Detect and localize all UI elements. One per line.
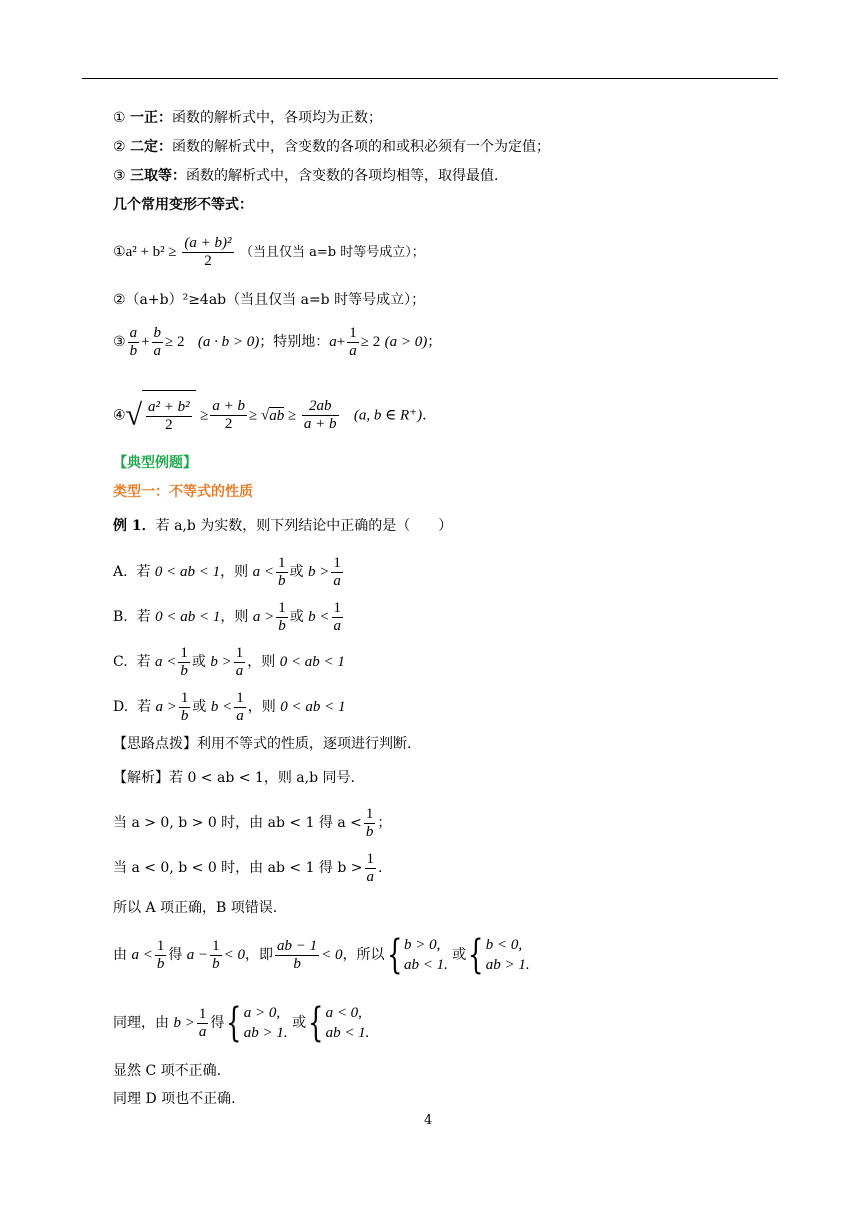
solution-case-1: 当 a > 0, b > 0 时，由 ab < 1 得 a < $\frac{1}{b}$ ；: [113, 805, 392, 840]
typical-examples-heading: 【典型例题】: [113, 455, 197, 471]
inequality-1: ①a² + b² ≥ $\frac{\text{(a + b)²}}{2}$ （当且仅当 a=b 时等号成立）；: [113, 234, 425, 269]
solution-derivation-1: 由 a < $\frac{1}{b}$ 得 a − $\frac{1}{b}$ < 0，即 $\frac{ab - 1}{b}$ < 0，所以{ b > 0, ab < 1. 或{ b < 0, ab > 1.: [113, 932, 530, 978]
hint: 【思路点拨】利用不等式的性质，逐项进行判断.: [113, 736, 412, 752]
solution-d-wrong: 同理 D 项也不正确.: [113, 1091, 236, 1107]
header-rule: [82, 78, 778, 79]
solution-c-wrong: 显然 C 项不正确.: [113, 1063, 222, 1079]
page-number: 4: [424, 1113, 433, 1128]
condition-3: ③ 三取等：函数的解析式中，含变数的各项均相等，取得最值.: [113, 168, 499, 184]
solution-line-1: 【解析】若 0 < ab < 1，则 a,b 同号.: [113, 770, 355, 786]
condition-2: ② 二定：函数的解析式中，含变数的各项的和或积必须有一个为定值；: [113, 139, 551, 155]
inequality-4: ④√ $\frac{\text{a² + b²}}{2}$ ≥ $\frac{a + b}{2}$ ≥ √ab ≥ $\frac{2ab}{a + b}$ (a, b ∈ R⁺).: [113, 390, 427, 441]
example-1: 例 1．若 a,b 为实数，则下列结论中正确的是（ ）: [113, 518, 453, 534]
option-a: A. 若 0 < ab < 1，则 a < $\frac{1}{b}$ 或 b > $\frac{1}{a}$: [113, 554, 341, 589]
solution-conclusion-1: 所以 A 项正确，B 项错误.: [113, 900, 278, 916]
option-c: C. 若 a < $\frac{1}{b}$ 或 b > $\frac{1}{a}$ ，则 0 < ab < 1: [113, 644, 345, 679]
condition-1: ① 一正：函数的解析式中，各项均为正数；: [113, 110, 383, 126]
solution-case-2: 当 a < 0, b < 0 时，由 ab < 1 得 b > $\frac{1}{a}$ .: [113, 850, 383, 885]
inequality-2: ②（a+b）²≥4ab（当且仅当 a=b 时等号成立）；: [113, 292, 426, 308]
option-b: B. 若 0 < ab < 1，则 a > $\frac{1}{b}$ 或 b < $\frac{1}{a}$: [113, 599, 342, 634]
type-one-heading: 类型一：不等式的性质: [113, 484, 253, 500]
inequality-3: ③ $\frac{a}{b}$ + $\frac{b}{a}$ ≥ 2 (a · b > 0)；特别地：a+ $\frac{1}{a}$ ≥ 2 (a > 0)；: [113, 324, 442, 359]
solution-derivation-2: 同理，由 b > $\frac{1}{a}$ 得{ a > 0, ab > 1. 或{ a < 0, ab < 1.: [113, 1000, 370, 1046]
option-d: D. 若 a > $\frac{1}{b}$ 或 b < $\frac{1}{a}$ ，则 0 < ab < 1: [113, 689, 346, 724]
common-inequalities-heading: 几个常用变形不等式：: [113, 197, 253, 213]
